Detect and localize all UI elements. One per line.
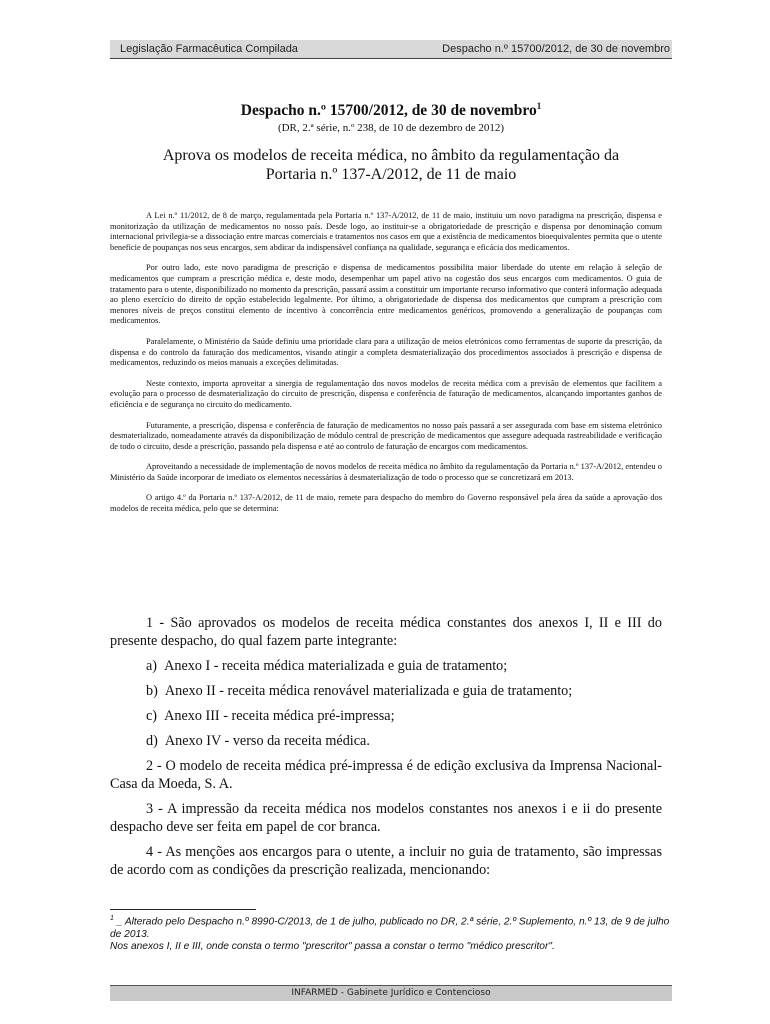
list-item-annex-2: b) Anexo II - receita médica renovável materializada e guia de tratamento; bbox=[146, 683, 573, 699]
footnote-text: _ Alterado pelo Despacho n.º 8990-C/2013, de 1 de julho, publicado no DR, 2.ª série, 2.º Suplemento, n.º 13, de 9 de julho de 2013. bbox=[110, 916, 670, 940]
preamble-paragraph: Por outro lado, este novo paradigma de prescrição e dispensa de medicamentos possibilita maior liberdade do utente em relação à seleção de medicamentos que cumpram a prescrição médica e, deste modo, desempenhar um papel ativo na cogestão dos seus encargos com medicamentos. O guia de tratamento para o utente, disponibilizado no momento da prescrição, passará assim a constituir um importante recurso informativo que conterá informação adequada ao pleno exercício do direito de opção estabelecido legalmente. Por último, a obrigatoriedade de dispensa dos medicamentos que cumpram a prescrição com menores níveis de preços constitui elemento de incentivo à concorrência entre medicamentos genéricos, promovendo a generalização de poupanças com medicamentos. bbox=[110, 263, 662, 326]
preamble-paragraph: Paralelamente, o Ministério da Saúde definiu uma prioridade clara para a utilização de meios eletrónicos como ferramentas de suporte da prescrição, da dispensa e do controlo da faturação dos medicamentos, visando atingir a completa desmaterialização dos procedimentos associados à prescrição e dispensa de medicamentos, reduzindo os meios manuais a exceções delimitadas. bbox=[110, 336, 662, 368]
document-title bbox=[110, 101, 672, 120]
list-item-annex-4: d) Anexo IV - verso da receita médica. bbox=[146, 733, 370, 749]
preamble-paragraph: A Lei n.º 11/2012, de 8 de março, regulamentada pela Portaria n.º 137-A/2012, de 11 de maio, instituiu um novo paradigma na prescrição, dispensa e monitorização da utilização de medicamentos no nosso país. Desde logo, ao instituir-se a obrigatoriedade de prescrição e dispensa por denominação comum internacional privilegia-se a dissociação entre marcas comerciais e tratamentos nos casos em que a existência de medicamentos bioequivalentes permita que o utente beneficie de poupanças nos seus encargos, sem abdicar da indispensável confiança na qualidade, segurança e eficácia dos medicamentos. bbox=[110, 211, 662, 252]
article-2: 2 - O modelo de receita médica pré-impressa é de edição exclusiva da Imprensa Nacional-Casa da Moeda, S. A. bbox=[110, 758, 662, 792]
dispositive-section bbox=[110, 614, 662, 886]
footnote-separator bbox=[110, 909, 256, 910]
document-subtitle: (DR, 2.ª série, n.º 238, de 10 de dezembro de 2012) bbox=[277, 122, 505, 134]
page-header bbox=[110, 40, 672, 59]
preamble bbox=[110, 211, 662, 525]
list-item-annex-3: c) Anexo III - receita médica pré-impressa; bbox=[146, 708, 395, 724]
article-1: 1 - São aprovados os modelos de receita médica constantes dos anexos I, II e III do presente despacho, do qual fazem parte integrante: bbox=[110, 615, 662, 649]
preamble-paragraph: Neste contexto, importa aproveitar a sinergia de regulamentação dos novos modelos de receita médica com a previsão de elementos que facilitem a evolução para o processo de desmaterialização do circuito de prescrição, dispensa e conferência de faturação de medicamentos, alcançando importantes ganhos de eficiência e de segurança no circuito do medicamento. bbox=[110, 378, 662, 409]
footnote-reference[interactable]: 1 bbox=[536, 101, 542, 111]
article-4: 4 - As menções aos encargos para o utente, a incluir no guia de tratamento, são impressas de acordo com as condições da prescrição realizada, mencionando: bbox=[110, 844, 662, 878]
header-publication-title: Legislação Farmacêutica Compilada bbox=[120, 43, 298, 55]
footnote-line-2: Nos anexos I, II e III, onde consta o termo "prescritor" passa a constar o termo "médico prescritor". bbox=[110, 941, 555, 953]
heading-line-2: Portaria n.º 137-A/2012, de 11 de maio bbox=[265, 166, 517, 183]
preamble-paragraph: Futuramente, a prescrição, dispensa e conferência de faturação de medicamentos no nosso país passará a ser assegurada com base em sistema eletrónico desmaterializado, nomeadamente através da disponibilização de módulo central de prescrição de medicamentos que assegure adequada rastreabilidade e verificação de todo o circuito, desde a prescrição, passando pela dispensa e até ao controlo de faturação de encargos com medicamentos. bbox=[110, 420, 662, 451]
document-title-text: Despacho n.º 15700/2012, de 30 de novembro bbox=[240, 102, 537, 120]
article-3: 3 - A impressão da receita médica nos modelos constantes nos anexos i e ii do presente despacho deve ser feita em papel de cor branca. bbox=[110, 801, 662, 835]
footnote-mark: 1 bbox=[110, 915, 114, 922]
header-document-reference: Despacho n.º 15700/2012, de 30 de novembro bbox=[442, 43, 670, 55]
footnote-line-1 bbox=[110, 913, 670, 941]
footnote bbox=[110, 913, 670, 954]
list-item-annex-1: a) Anexo I - receita médica materializada e guia de tratamento; bbox=[146, 658, 508, 674]
preamble-paragraph: Aproveitando a necessidade de implementação de novos modelos de receita médica no âmbito da regulamentação da Portaria n.º 137-A/2012, entendeu o Ministério da Saúde incorporar de imediato os elementos necessários à desmaterialização de todo o processo que se concretizará em 2013. bbox=[110, 462, 662, 482]
document-heading bbox=[110, 146, 672, 184]
heading-line-1: Aprova os modelos de receita médica, no âmbito da regulamentação da bbox=[162, 147, 620, 164]
preamble-paragraph: O artigo 4.º da Portaria n.º 137-A/2012, de 11 de maio, remete para despacho do membro do Governo responsável pela área da saúde a aprovação dos modelos de receita médica, pelo que se determina: bbox=[110, 493, 662, 514]
page-footer: INFARMED - Gabinete Jurídico e Contencioso bbox=[110, 985, 672, 1001]
